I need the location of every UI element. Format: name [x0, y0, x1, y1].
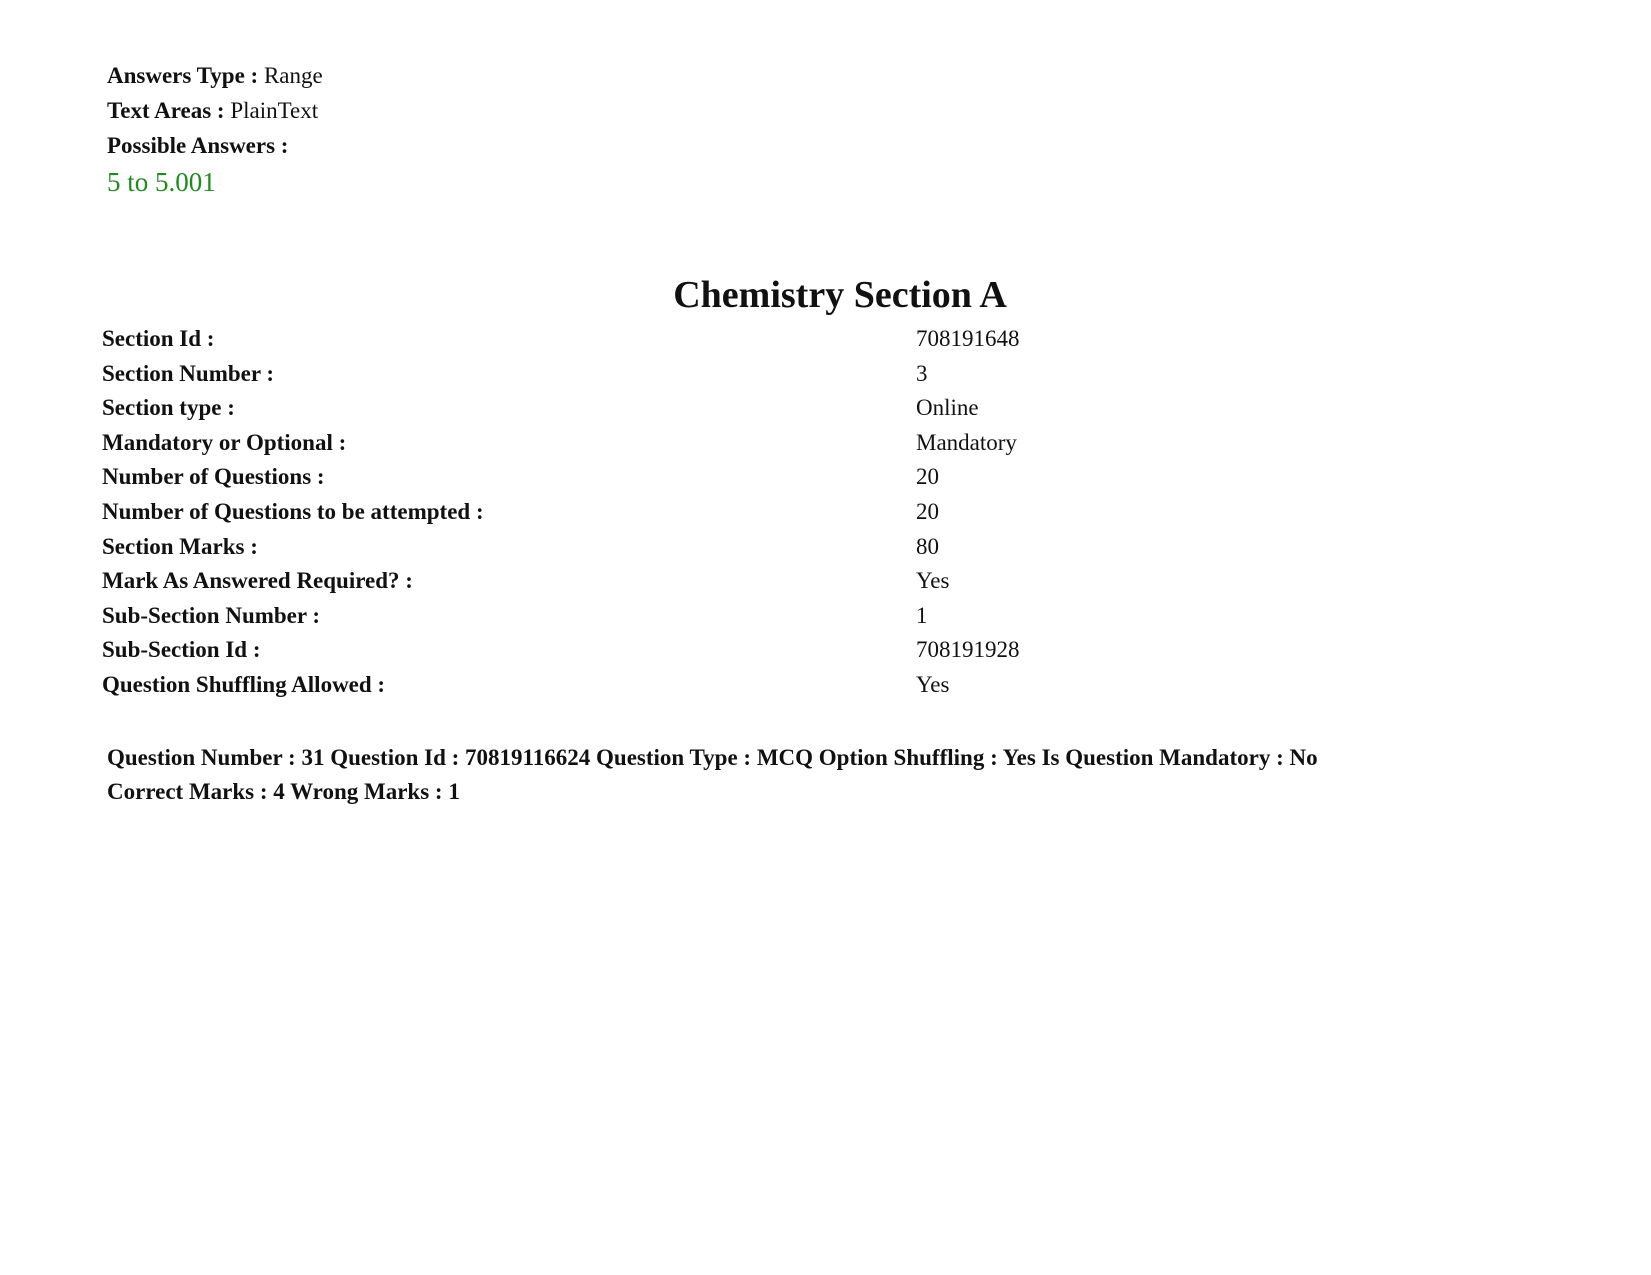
section-row-value: 1 [916, 602, 928, 628]
section-row-value: Mandatory [916, 429, 1017, 455]
text-areas-value: PlainText [230, 98, 319, 123]
answers-type-label: Answers Type : [107, 63, 259, 88]
section-title: Chemistry Section A [673, 274, 1007, 316]
section-row-label: Number of Questions : [102, 464, 325, 490]
section-row-label: Sub-Section Number : [102, 602, 321, 628]
section-row-value: 3 [916, 360, 928, 386]
question-header [107, 741, 1318, 809]
section-row-label: Mandatory or Optional : [102, 429, 347, 455]
section-row-label: Section Marks : [102, 533, 258, 559]
possible-answers-row [107, 128, 323, 163]
answer-info-block [107, 58, 323, 201]
possible-answers-label: Possible Answers : [107, 133, 289, 158]
answers-type-value: Range [263, 63, 323, 88]
section-row-label: Sub-Section Id : [102, 637, 261, 663]
question-meta-line: Question Number : 31 Question Id : 70819116624 Question Type : MCQ Option Shuffling : Yes Is Question Mandatory : No [107, 745, 1318, 770]
section-row-value: Online [916, 395, 979, 421]
section-row-value: Yes [916, 568, 950, 594]
section-row-label: Section type : [102, 395, 235, 421]
answers-type-row [107, 58, 323, 93]
section-row-label: Section Number : [102, 360, 275, 386]
section-row-label: Section Id : [102, 326, 215, 351]
section-row-value: 20 [916, 464, 939, 490]
section-row-label: Mark As Answered Required? : [102, 568, 413, 594]
section-row-label: Question Shuffling Allowed : [102, 671, 386, 697]
section-row-value: 708191648 [916, 326, 1020, 351]
possible-answers-value: 5 to 5.001 [107, 167, 216, 197]
section-row-value: 708191928 [916, 637, 1020, 663]
section-row-value: 20 [916, 498, 939, 524]
section-row-label: Number of Questions to be attempted : [102, 498, 484, 524]
section-row-value: Yes [916, 671, 950, 697]
text-areas-row [107, 93, 323, 128]
section-row-value: 80 [916, 533, 939, 559]
question-marks-line: Correct Marks : 4 Wrong Marks : 1 [107, 779, 460, 804]
text-areas-label: Text Areas : [107, 98, 225, 123]
